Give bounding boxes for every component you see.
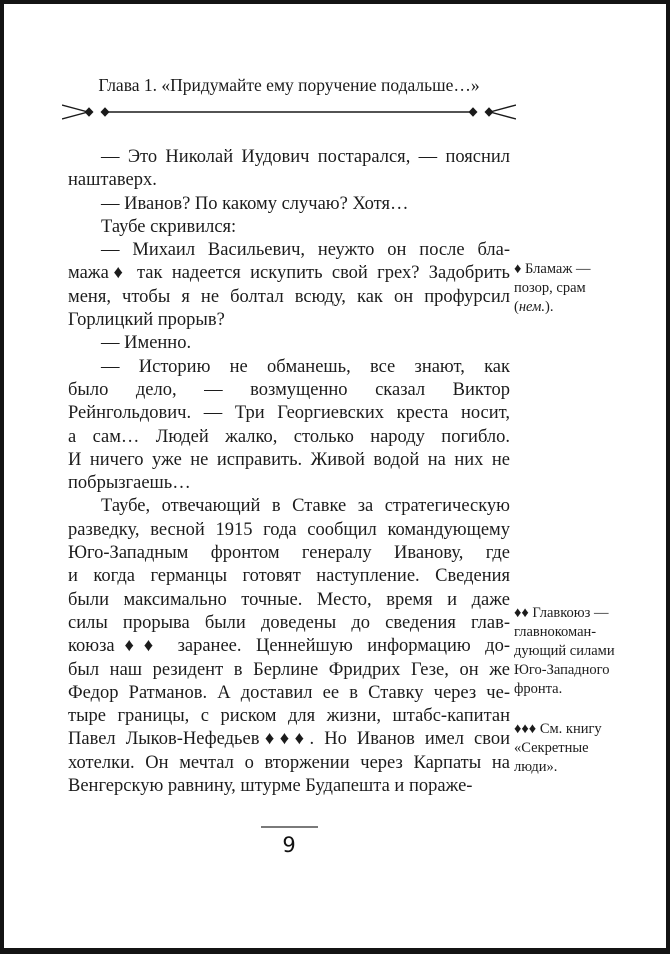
text-line: побрызгаешь… xyxy=(68,473,191,494)
margin-note-line: фронта. xyxy=(514,681,563,697)
margin-note-line: «Секретные xyxy=(514,740,589,756)
book-page xyxy=(4,4,666,948)
paragraph xyxy=(68,495,510,798)
page-footer xyxy=(68,826,510,857)
text-line: тыре границы, с риском для жизни, штабс-капитан xyxy=(68,706,510,727)
text-line: Венгерскую равнину, штурме Будапешта и пораже- xyxy=(68,776,473,797)
text-line: был наш резидент в Берлине Фридрих Гезе, он же xyxy=(68,659,510,680)
margin-note-line: ♦♦♦ См. книгу xyxy=(514,721,602,737)
text-line: Таубе скривился: xyxy=(101,216,237,237)
paragraph xyxy=(68,239,510,332)
footer-rule xyxy=(261,826,318,828)
text-line: наштаверх. xyxy=(68,170,157,191)
text-line: Юго-Западным фронтом генералу Иванову, где xyxy=(68,543,510,564)
text-line: Павел Лыков-Нефедьев♦♦♦. Но Иванов имел свои xyxy=(68,729,510,750)
paragraph xyxy=(68,356,510,496)
text-line: а сам… Людей жалко, столько народу погибло. xyxy=(68,426,510,447)
chapter-divider-ornament xyxy=(62,104,516,120)
margin-note-line: люди». xyxy=(514,759,558,775)
text-line: разведку, весной 1915 года сообщил командующему xyxy=(68,519,510,540)
margin-note-line: Юго-Западного xyxy=(514,662,610,678)
chapter-title: Глава 1. «Придумайте ему поручение подальше…» xyxy=(98,75,480,95)
text-line: меня, чтобы я не болтал всюду, как он профурсил xyxy=(68,286,510,307)
margin-note-line: ♦ Бламаж — xyxy=(514,261,591,277)
paragraph xyxy=(68,332,510,355)
text-line: — Иванов? По какому случаю? Хотя… xyxy=(101,193,409,214)
margin-note xyxy=(514,260,632,317)
text-line: — Историю не обманешь, все знают, как xyxy=(101,356,510,377)
text-line: коюза♦♦ заранее. Ценнейшую информацию до- xyxy=(68,636,510,657)
text-line: силы прорыва были доведены до сведения глав- xyxy=(68,612,510,633)
margin-note xyxy=(514,720,632,777)
page-number: 9 xyxy=(282,833,296,857)
body-text xyxy=(68,146,510,798)
margin-note-line: (нем.). xyxy=(514,299,554,315)
text-line: И ничего уже не исправить. Живой водой на них не xyxy=(68,449,510,470)
text-line: было дело, — возмущенно сказал Виктор xyxy=(68,379,510,400)
text-line: Таубе, отвечающий в Ставке за стратегическую xyxy=(101,496,510,517)
text-line: были максимально точные. Место, время и даже xyxy=(68,589,510,610)
margin-note-line: ♦♦ Главкоюз — xyxy=(514,605,609,621)
text-line: — Это Николай Иудович постарался, — пояснил xyxy=(101,147,510,167)
margin-note-line: дующий силами xyxy=(514,643,615,659)
margin-note-line: главнокоман- xyxy=(514,624,597,640)
text-line: — Именно. xyxy=(101,333,192,354)
text-line: Рейнгольдович. — Три Георгиевских креста носит, xyxy=(68,403,510,424)
text-line: Горлицкий прорыв? xyxy=(68,310,225,331)
paragraph xyxy=(68,193,510,216)
text-line: Федор Ратманов. А доставил ее в Ставку через че- xyxy=(68,682,510,703)
paragraph xyxy=(68,216,510,239)
paragraph xyxy=(68,146,510,193)
text-line: мажа♦ так надеется искупить свой грех? Задобрить xyxy=(68,263,510,284)
text-line: — Михаил Васильевич, неужто он после бла- xyxy=(101,240,510,261)
margin-note-line: позор, срам xyxy=(514,280,586,296)
margin-note xyxy=(514,604,632,699)
text-line: хотелки. Он мечтал о вторжении через Карпаты на xyxy=(68,752,510,773)
text-line: и когда германцы готовят наступление. Сведения xyxy=(68,566,510,587)
